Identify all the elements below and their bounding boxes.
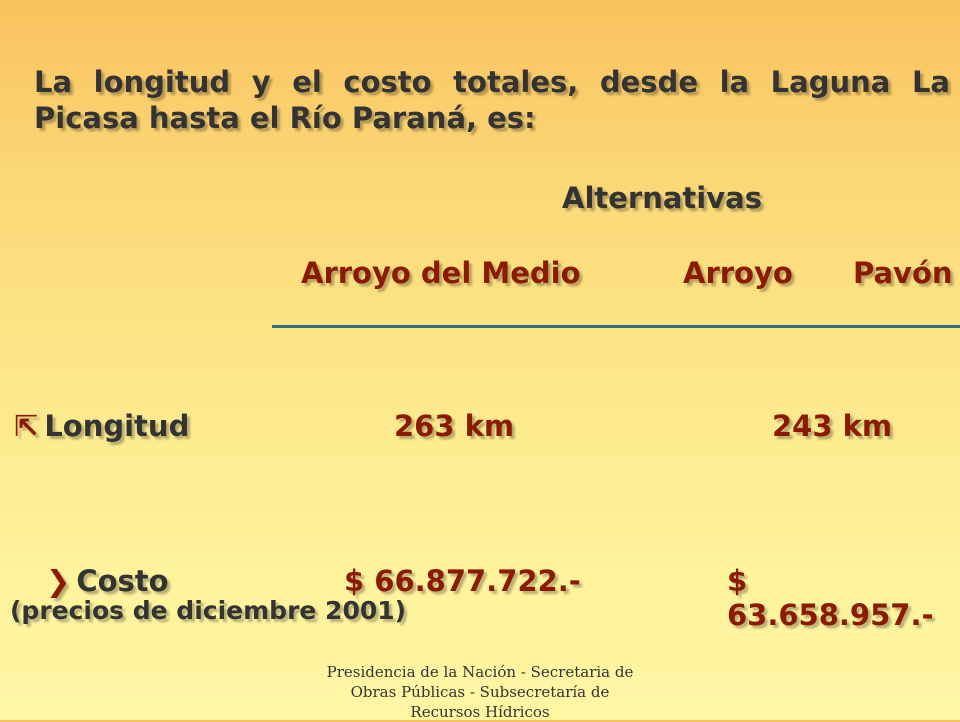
longitud-label: Longitud xyxy=(44,409,190,443)
column-header-pavon: Pavón xyxy=(853,256,953,290)
costo-value-arroyo-del-medio: $ 66.877.722.- xyxy=(344,564,581,598)
longitud-value-arroyo-pavon: 243 km xyxy=(772,409,893,443)
footer-text: Presidencia de la Nación - Secretaria de Obras Públicas - Subsecretaría de Recursos Hídricos xyxy=(326,663,634,721)
alternatives-heading: Alternativas xyxy=(562,181,762,215)
bullet-arrow-icon: ⇱ xyxy=(14,409,39,443)
row-label-longitud xyxy=(14,409,189,443)
header-divider xyxy=(272,325,960,328)
costo-value-arroyo-pavon: $ 63.658.957.- xyxy=(727,564,934,632)
price-note: (precios de diciembre 2001) xyxy=(10,596,407,625)
longitud-value-arroyo-del-medio: 263 km xyxy=(394,409,515,443)
column-header-arroyo-del-medio: Arroyo del Medio xyxy=(301,256,581,290)
intro-text: La longitud y el costo totales, desde la Laguna La Picasa hasta el Río Paraná, es: xyxy=(34,65,950,135)
bullet-chevron-icon: ❯ xyxy=(46,564,71,598)
costo-label: Costo xyxy=(76,564,169,598)
row-label-costo xyxy=(46,564,169,598)
column-header-arroyo: Arroyo xyxy=(683,256,793,290)
